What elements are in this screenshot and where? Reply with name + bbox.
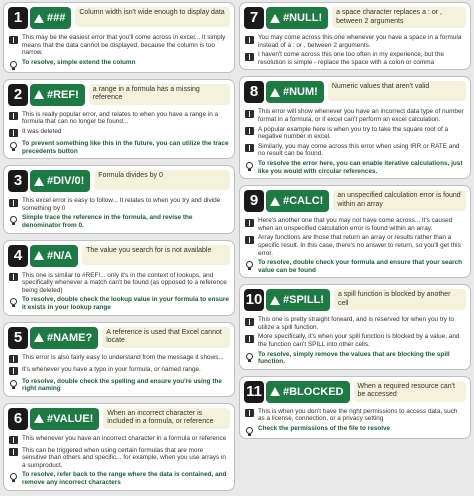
warning-icon — [270, 387, 280, 396]
error-number: 6 — [8, 408, 28, 430]
book-shape — [245, 409, 254, 417]
error-code-badge — [30, 170, 90, 192]
info-text: This error will show whenever you have an incorrect data type of number format in a formula, or if excel can't perform an excel calculation. — [258, 108, 464, 123]
book-shape — [245, 219, 254, 227]
error-card — [3, 403, 235, 491]
book-icon — [245, 317, 254, 326]
info-text: Array functions are those that return an array or results rather than a specific result. In this case, there's no answer to return, so you'll get this error. — [258, 234, 461, 257]
tip-row — [9, 296, 229, 311]
book-icon — [245, 144, 254, 153]
book-icon — [245, 218, 254, 227]
info-text: It's whenever you have a typo in your formula, or named range. — [22, 365, 201, 373]
tip-text: To resolve, simple extend the column — [22, 58, 136, 66]
info-row — [9, 447, 229, 470]
warning-icon — [34, 333, 44, 342]
card-header — [4, 241, 234, 269]
card-header — [4, 3, 234, 31]
book-icon — [9, 448, 18, 457]
error-card — [3, 2, 235, 73]
error-code: #CALC! — [283, 195, 324, 208]
book-shape — [245, 53, 254, 61]
error-card — [239, 2, 471, 70]
card-body — [4, 31, 234, 72]
error-code: #BLOCKED — [283, 385, 344, 398]
card-body — [4, 269, 234, 315]
info-row — [245, 333, 465, 348]
error-code: #NULL! — [283, 12, 323, 24]
info-text: This error is also fairly easy to understand from the message it shows... — [22, 353, 224, 361]
info-text: It was deleted — [22, 127, 62, 135]
tip-text: Simple trace the reference in the formula, and revise the denominator from 0. — [22, 214, 193, 229]
warning-icon — [270, 14, 280, 23]
card-header — [240, 3, 470, 31]
info-text: This whenever you have an incorrect character in a formula or reference — [22, 434, 227, 442]
error-code-badge — [30, 408, 99, 430]
tip-row — [245, 425, 465, 435]
info-text: This may be the easiest error that you'll come across in excel... It simply means that the data cannot be displayed, because the column is too narrow. — [22, 34, 226, 57]
error-description: Column width isn't wide enough to display data — [75, 7, 230, 27]
info-text: More specifically, it's when your spill function is blocked by a value, and the function can't SPILL into other cells. — [258, 333, 460, 349]
tip-text: To resolve, double check the spelling and ensure you're using the right naming — [22, 377, 222, 393]
error-description: A reference is used that Excel cannot locate — [102, 327, 230, 348]
info-text: Similarly, you may come across this error when using IRR or RATE and no result can be found. — [258, 142, 460, 158]
card-body — [240, 405, 470, 438]
tip-row — [9, 214, 229, 229]
book-icon — [9, 112, 18, 121]
info-text: You may come across this one whenever you have a space in a formula instead of a : or , between 2 arguments. — [258, 34, 462, 49]
info-text: This is really popular error, and relates to when you have a range in a formula that can no longer be found... — [22, 110, 219, 126]
book-icon — [9, 273, 18, 282]
info-text: This excel error is easy to follow... It relates to when you try and divide something by 0 — [22, 197, 221, 212]
lightbulb-shape — [246, 162, 253, 169]
book-shape — [245, 318, 254, 326]
tip-row — [9, 59, 229, 69]
error-number: 11 — [244, 381, 264, 403]
book-shape — [9, 367, 18, 375]
error-number: 1 — [8, 7, 28, 29]
tip-text: To resolve, simply remove the values that are blocking the spill function. — [258, 350, 450, 366]
warning-icon — [270, 296, 280, 305]
card-body — [240, 214, 470, 277]
error-number: 3 — [8, 170, 28, 192]
book-shape — [245, 110, 254, 118]
error-number: 9 — [244, 190, 264, 212]
error-card — [3, 79, 235, 159]
right-column — [239, 2, 471, 445]
error-description: When an incorrect character is included in a formula, or reference — [103, 408, 230, 429]
tip-row — [245, 351, 465, 366]
info-row — [245, 34, 465, 49]
error-number: 4 — [8, 245, 28, 267]
error-code-badge — [266, 190, 329, 212]
book-shape — [245, 236, 254, 244]
error-card — [239, 284, 471, 370]
warning-icon — [270, 197, 280, 206]
card-body — [240, 105, 470, 178]
book-shape — [245, 127, 254, 135]
book-shape — [245, 335, 254, 343]
card-header — [240, 377, 470, 405]
error-code: #N/A — [47, 249, 73, 262]
book-shape — [9, 436, 18, 444]
error-card — [239, 76, 471, 179]
book-shape — [9, 112, 18, 120]
book-icon — [245, 35, 254, 44]
lightbulb-shape — [246, 261, 253, 268]
info-row — [9, 354, 229, 364]
lightbulb-shape — [10, 216, 17, 223]
book-shape — [245, 144, 254, 152]
tip-row — [9, 140, 229, 155]
info-row — [245, 126, 465, 141]
error-number: 5 — [8, 327, 28, 349]
error-description: The value you search for is not available — [82, 245, 230, 265]
error-card — [239, 376, 471, 439]
info-row — [9, 111, 229, 126]
card-header — [240, 77, 470, 105]
error-card — [239, 185, 471, 278]
error-description: a space character replaces a : or , between 2 arguments — [332, 7, 466, 28]
lightbulb-icon — [9, 297, 18, 306]
info-row — [245, 217, 465, 232]
error-description: a range in a formula has a missing reference — [89, 84, 230, 105]
info-row — [245, 408, 465, 423]
book-shape — [9, 355, 18, 363]
error-description: Formula divides by 0 — [94, 170, 230, 190]
info-row — [245, 51, 465, 66]
book-icon — [9, 355, 18, 364]
error-code: #NUM! — [283, 86, 318, 99]
lightbulb-shape — [10, 298, 17, 305]
error-number: 7 — [244, 7, 264, 29]
lightbulb-icon — [245, 426, 254, 435]
error-code: #NAME? — [47, 331, 93, 344]
info-row — [9, 272, 229, 295]
info-row — [9, 435, 229, 445]
card-header — [4, 323, 234, 351]
book-icon — [245, 334, 254, 343]
book-icon — [245, 409, 254, 418]
error-code-badge — [30, 327, 98, 349]
lightbulb-shape — [246, 353, 253, 360]
info-row — [245, 143, 465, 158]
lightbulb-icon — [9, 60, 18, 69]
info-row — [9, 197, 229, 212]
warning-icon — [34, 90, 44, 99]
error-code-badge — [30, 7, 71, 29]
tip-row — [245, 259, 465, 274]
tip-row — [245, 160, 465, 175]
card-body — [240, 313, 470, 369]
error-code: #VALUE! — [47, 412, 94, 425]
error-code-badge — [30, 245, 78, 267]
info-text: This is when you don't have the right permissions to access data, such as a license, connection, or a privacy setting — [258, 407, 458, 423]
error-description: a spill function is blocked by another cell — [334, 289, 466, 310]
warning-icon — [270, 88, 280, 97]
card-body — [4, 432, 234, 490]
error-description: When a required resource can't be accessed — [354, 381, 466, 402]
lightbulb-icon — [9, 141, 18, 150]
lightbulb-icon — [245, 260, 254, 269]
book-shape — [9, 448, 18, 456]
warning-icon — [34, 177, 44, 186]
lightbulb-icon — [9, 215, 18, 224]
info-text: This can be triggered when using certain formulas that are more sensitive than others and specific... for example, when you use arrays in a sumproduct. — [22, 446, 226, 469]
error-code-badge — [266, 289, 330, 311]
info-text: I haven't come across this one too often in my experience, but the resolution is simple - replace the space with a colon or comma — [258, 51, 444, 66]
error-number: 8 — [244, 81, 264, 103]
card-body — [4, 194, 234, 232]
book-shape — [9, 273, 18, 281]
book-shape — [9, 36, 18, 44]
book-icon — [245, 52, 254, 61]
book-shape — [9, 199, 18, 207]
error-number: 2 — [8, 84, 28, 106]
book-icon — [9, 35, 18, 44]
lightbulb-icon — [9, 472, 18, 481]
lightbulb-shape — [10, 473, 17, 480]
book-shape — [9, 129, 18, 137]
tip-text: To resolve the error here, you can enable iterative calculations, just like you would with circular references. — [258, 159, 463, 175]
error-card — [3, 322, 235, 397]
card-header — [4, 166, 234, 194]
tip-text: To resolve, double check the lookup value in your formula to ensure it exists in your lookup range — [22, 296, 229, 311]
error-code: ### — [47, 12, 66, 24]
error-card — [3, 240, 235, 316]
error-card — [3, 165, 235, 233]
info-row — [245, 316, 465, 331]
warning-icon — [34, 251, 44, 260]
warning-icon — [34, 14, 44, 23]
lightbulb-icon — [245, 161, 254, 170]
left-column — [3, 2, 235, 496]
card-body — [240, 31, 470, 69]
lightbulb-icon — [245, 352, 254, 361]
info-text: This one is similar to #REF!... only it's in the context of lookups, and specifically whenever a match can't be found (as opposed to a reference being deleted) — [22, 271, 227, 294]
info-row — [9, 366, 229, 376]
info-row — [9, 128, 229, 138]
warning-icon — [34, 414, 44, 423]
tip-text: To resolve, double check your formula and ensure that your search value can be found — [258, 259, 463, 274]
info-text: A popular example here is when you try to take the square root of a negative number in excel. — [258, 125, 449, 141]
error-code-badge — [266, 81, 324, 103]
card-header — [240, 186, 470, 214]
info-row — [245, 234, 465, 257]
book-icon — [9, 198, 18, 207]
tip-text: To prevent something like this in the future, you can utilize the trace precedents button — [22, 139, 229, 155]
error-number: 10 — [244, 289, 264, 311]
lightbulb-icon — [9, 379, 18, 388]
error-code-badge — [266, 381, 350, 403]
tip-row — [9, 471, 229, 486]
book-icon — [245, 127, 254, 136]
card-header — [4, 80, 234, 108]
error-code: #REF! — [47, 88, 79, 101]
book-icon — [9, 367, 18, 376]
tip-row — [9, 378, 229, 393]
lightbulb-shape — [10, 142, 17, 149]
error-description: an unspecified calculation error is found within an array — [333, 190, 466, 211]
error-code: #DIV/0! — [47, 175, 85, 188]
info-text: This one is pretty straight forward, and is reserved for when you try to utilize a spill function. — [258, 316, 455, 331]
error-code-badge — [266, 7, 328, 29]
lightbulb-shape — [10, 61, 17, 68]
tip-text: To resolve, refer back to the range where the data is contained, and remove any incorrect characters — [22, 471, 227, 487]
card-header — [4, 404, 234, 432]
info-text: Here's another one that you may not have come across... It's caused when an unspecified calculation error is found within an array. — [258, 217, 453, 232]
lightbulb-shape — [10, 380, 17, 387]
book-icon — [245, 235, 254, 244]
lightbulb-shape — [246, 427, 253, 434]
error-code-badge — [30, 84, 85, 106]
error-code: #SPILL! — [283, 294, 324, 307]
info-row — [9, 34, 229, 57]
card-body — [4, 351, 234, 396]
book-icon — [9, 436, 18, 445]
error-description: Numeric values that aren't valid — [328, 81, 466, 101]
tip-text: Check the permissions of the file to resolve — [258, 425, 391, 433]
book-icon — [245, 109, 254, 118]
info-row — [245, 108, 465, 123]
card-header — [240, 285, 470, 313]
book-shape — [245, 36, 254, 44]
card-body — [4, 108, 234, 158]
book-icon — [9, 129, 18, 138]
